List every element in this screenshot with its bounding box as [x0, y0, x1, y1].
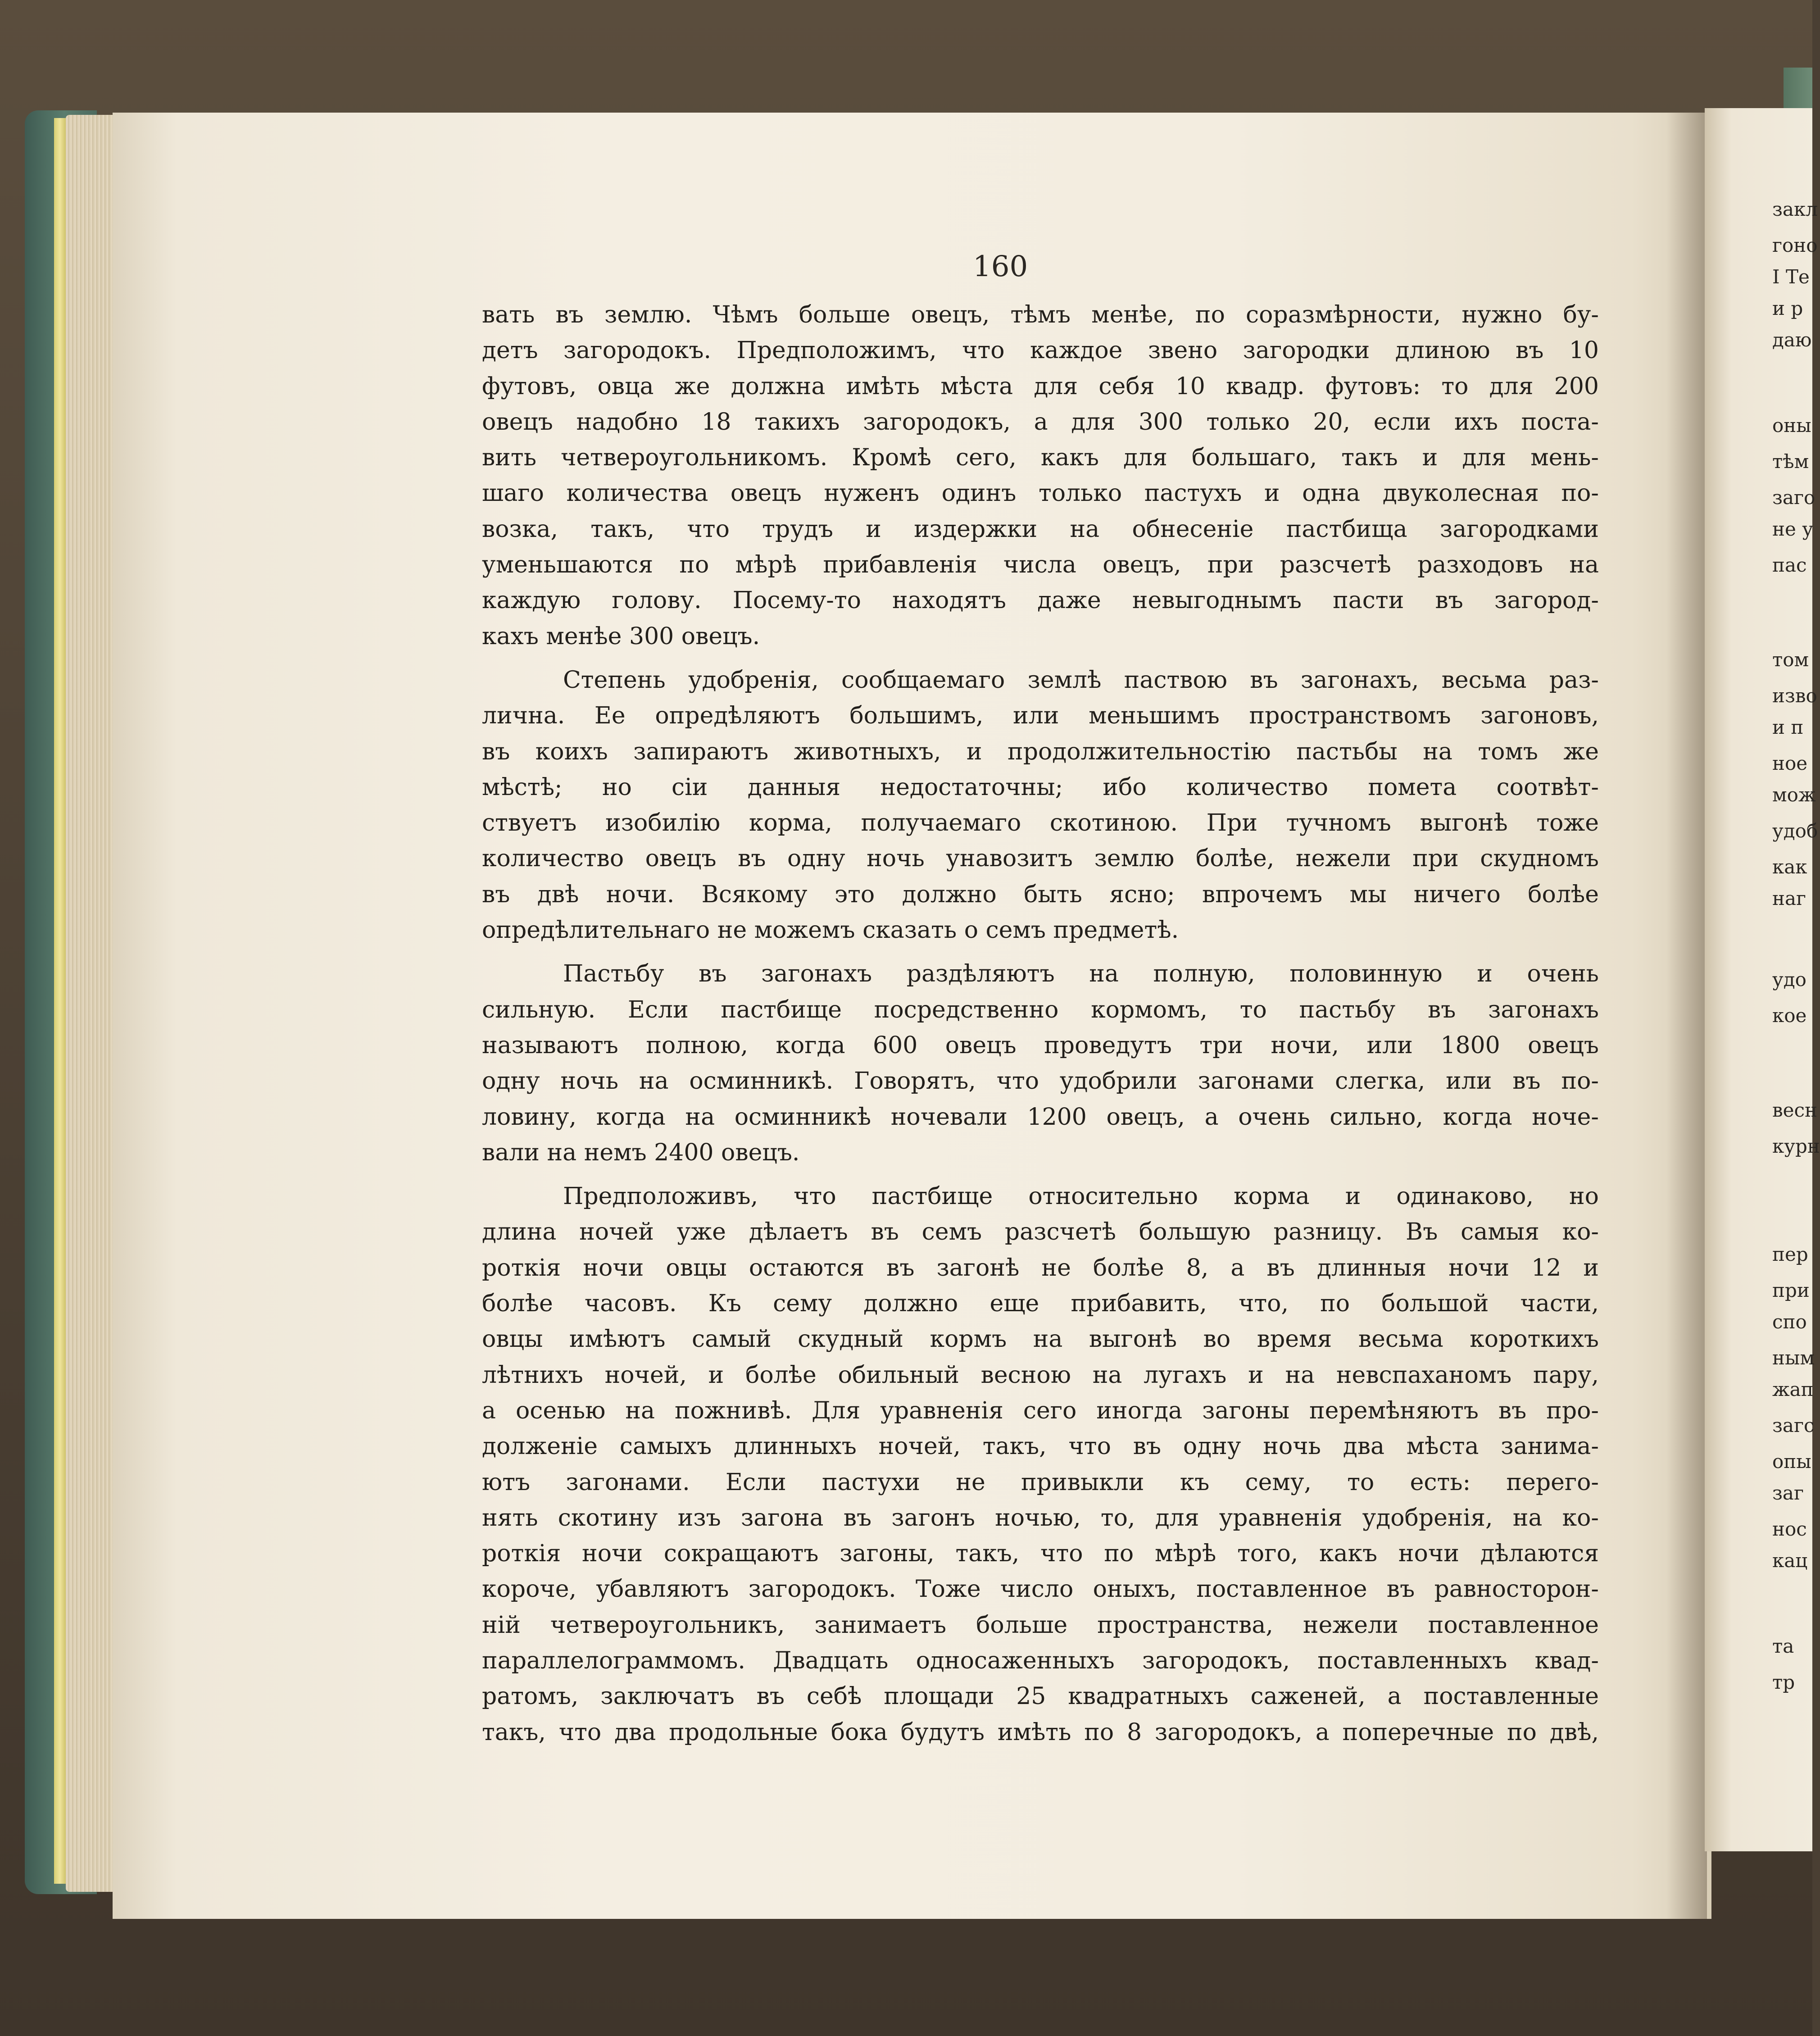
facing-page-fragment: ное — [1772, 752, 1808, 774]
page-number: 160 — [973, 250, 1028, 283]
facing-page-fragment: заго — [1772, 486, 1815, 509]
facing-page-fragment: оны — [1772, 414, 1811, 436]
facing-page-fragment: при — [1772, 1279, 1810, 1301]
text-line: детъ загородокъ. Предположимъ, что каждое звено загородки длиною въ 10 — [482, 337, 1599, 364]
facing-page-fragment: заг — [1772, 1482, 1804, 1504]
facing-page-fragment: та — [1772, 1635, 1794, 1657]
facing-page-fragment: и р — [1772, 297, 1803, 319]
text-line: въ коихъ запираютъ животныхъ, и продолжительностію пастьбы на томъ же — [482, 738, 1599, 765]
text-line: Предположивъ, что пастбище относительно корма и одинаково, но — [563, 1183, 1599, 1210]
facing-page-fragment: не у — [1772, 518, 1813, 540]
text-line: долженіе самыхъ длинныхъ ночей, такъ, что въ одну ночь два мѣста занима- — [482, 1433, 1599, 1460]
facing-page-fragment: изво — [1772, 685, 1817, 707]
text-line: Степень удобренія, сообщаемаго землѣ паствою въ загонахъ, весьма раз- — [563, 666, 1599, 694]
text-line: а осенью на пожнивѣ. Для уравненія сего иногда загоны перемѣняютъ въ про- — [482, 1397, 1599, 1424]
text-line: овцы имѣютъ самый скудный кормъ на выгонѣ во время весьма короткихъ — [482, 1326, 1599, 1353]
text-line: вить четвероугольникомъ. Кромѣ сего, какъ для большаго, такъ и для мень- — [482, 444, 1599, 472]
facing-page-fragment: I Те — [1772, 266, 1810, 288]
facing-page-fragment: том — [1772, 649, 1809, 671]
facing-page-fragment: пас — [1772, 554, 1807, 576]
text-line: ній четвероугольникъ, занимаетъ больше пространства, нежели поставленное — [482, 1611, 1599, 1639]
text-line: мѣстѣ; но сіи данныя недостаточны; ибо количество помета соотвѣт- — [482, 773, 1599, 801]
facing-page-fragment: спо — [1772, 1311, 1807, 1333]
text-line: вать въ землю. Чѣмъ больше овецъ, тѣмъ менѣе, по соразмѣрности, нужно бу- — [482, 301, 1599, 328]
facing-page-fragment: курн — [1772, 1135, 1820, 1157]
facing-page-fragment: кое — [1772, 1004, 1807, 1027]
facing-page-fragment: тр — [1772, 1671, 1795, 1693]
text-line: такъ, что два продольные бока будутъ имѣть по 8 загородокъ, а поперечные по двѣ, — [482, 1718, 1599, 1746]
facing-page-fragment: весн — [1772, 1099, 1818, 1121]
facing-page — [1705, 108, 1820, 1851]
text-line: овецъ надобно 18 такихъ загородокъ, а для 300 только 20, если ихъ поста- — [482, 408, 1599, 436]
text-line: сильную. Если пастбище посредственно кормомъ, то пастьбу въ загонахъ — [482, 996, 1599, 1023]
facing-page-fragment: загс — [1772, 1414, 1815, 1436]
facing-page-fragment: мож — [1772, 784, 1816, 806]
text-line: нять скотину изъ загона въ загонъ ночью, то, для уравненія удобренія, на ко- — [482, 1504, 1599, 1532]
text-line: въ двѣ ночи. Всякому это должно быть ясно; впрочемъ мы ничего болѣе — [482, 881, 1599, 908]
text-line: уменьшаются по мѣрѣ прибавленія числа овецъ, при разсчетѣ разходовъ на — [482, 551, 1599, 579]
text-line: параллелограммомъ. Двадцать односаженныхъ загородокъ, поставленныхъ квад- — [482, 1647, 1599, 1674]
page-edge-gilt — [54, 118, 66, 1884]
facing-page-fragment: удоб — [1772, 820, 1818, 842]
facing-page-fragment: пер — [1772, 1243, 1808, 1265]
text-line: шаго количества овецъ нуженъ одинъ только пастухъ и одна двуколесная по- — [482, 480, 1599, 507]
text-line: кахъ менѣе 300 овецъ. — [482, 623, 760, 650]
text-line: ловину, когда на осминникѣ ночевали 1200 овецъ, а очень сильно, когда ноче- — [482, 1103, 1599, 1131]
text-line: ютъ загонами. Если пастухи не привыкли къ сему, то есть: перего- — [482, 1468, 1599, 1496]
facing-page-fragment: кац — [1772, 1550, 1808, 1572]
facing-page-fragment: нос — [1772, 1518, 1807, 1540]
facing-page-fragment: тѣм — [1772, 450, 1809, 473]
facing-page-fragment: как — [1772, 856, 1807, 878]
text-line: длина ночей уже дѣлаетъ въ семъ разсчетѣ большую разницу. Въ самыя ко- — [482, 1218, 1599, 1246]
text-line: лична. Ее опредѣляютъ большимъ, или меньшимъ пространствомъ загоновъ, — [482, 702, 1599, 730]
text-line: Пастьбу въ загонахъ раздѣляютъ на полную, половинную и очень — [563, 960, 1599, 988]
text-line: вали на немъ 2400 овецъ. — [482, 1139, 800, 1166]
text-line: болѣе часовъ. Къ сему должно еще прибавить, что, по большой части, — [482, 1290, 1599, 1318]
text-line: каждую голову. Посему-то находятъ даже невыгоднымъ пасти въ загород- — [482, 587, 1599, 614]
text-line: опредѣлительнаго не можемъ сказать о семъ предметѣ. — [482, 917, 1179, 944]
text-line: футовъ, овца же должна имѣть мѣста для себя 10 квадр. футовъ: то для 200 — [482, 373, 1599, 400]
facing-page-fragment: даю — [1772, 329, 1812, 351]
body-text — [482, 297, 1599, 1750]
text-line: роткія ночи овцы остаются въ загонѣ не болѣе 8, а въ длинныя ночи 12 и — [482, 1254, 1599, 1282]
text-line: возка, такъ, что трудъ и издержки на обнесеніе пастбища загородками — [482, 515, 1599, 543]
facing-page-fragment: опы — [1772, 1450, 1811, 1472]
text-line: ратомъ, заключатъ въ себѣ площади 25 квадратныхъ саженей, а поставленные — [482, 1683, 1599, 1710]
facing-page-fragment: удо — [1772, 968, 1806, 991]
text-line: одну ночь на осминникѣ. Говорятъ, что удобрили загонами слегка, или въ по- — [482, 1068, 1599, 1095]
facing-page-fragment: наг — [1772, 887, 1806, 909]
text-line: количество овецъ въ одну ночь унавозитъ землю болѣе, нежели при скудномъ — [482, 845, 1599, 873]
page-gutter-shadow — [1666, 113, 1707, 1919]
text-line: называютъ полною, когда 600 овецъ проведутъ три ночи, или 1800 овецъ — [482, 1032, 1599, 1059]
facing-page-fragment: и п — [1772, 716, 1804, 738]
text-line: ствуетъ изобилію корма, получаемаго скотиною. При тучномъ выгонѣ тоже — [482, 809, 1599, 837]
facing-page-fragment: жап — [1772, 1378, 1814, 1400]
facing-page-fragment: гоно — [1772, 234, 1818, 256]
text-line: лѣтнихъ ночей, и болѣе обильный весною на лугахъ и на невспаханомъ пару, — [482, 1361, 1599, 1389]
facing-page-fragment: ным — [1772, 1347, 1815, 1369]
text-line: роткія ночи сокращаютъ загоны, такъ, что по мѣрѣ того, какъ ночи дѣлаются — [482, 1540, 1599, 1568]
text-line: короче, убавляютъ загородокъ. Тоже число оныхъ, поставленное въ равносторон- — [482, 1576, 1599, 1603]
facing-page-fragment: закл — [1772, 198, 1818, 220]
